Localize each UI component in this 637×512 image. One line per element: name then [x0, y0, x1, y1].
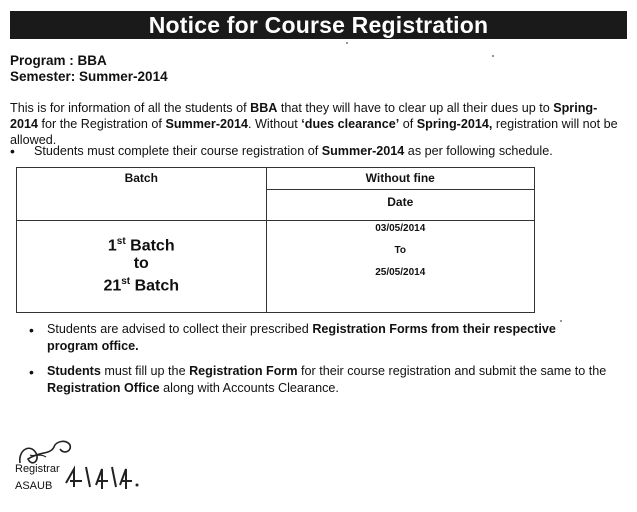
intro-text: that they will have to clear up all their dues up to [277, 101, 554, 115]
date-cell [266, 221, 534, 313]
intro-text: of [399, 117, 417, 131]
schedule-table [16, 167, 535, 313]
bullet-text: for their course registration and submit the same to the [297, 364, 607, 378]
bullet-term: Registration Forms from their respective program office. [47, 322, 556, 353]
scan-speck [346, 42, 348, 44]
fine-header-cell [266, 168, 534, 221]
bullet-dot: • [29, 322, 34, 338]
batch-range [17, 233, 266, 296]
without-fine-header: Without fine [267, 168, 534, 190]
date-header: Date [387, 195, 414, 209]
semester-label: Semester: Summer-2014 [10, 69, 168, 84]
scan-speck [492, 55, 494, 57]
batch-from-num: 1 [107, 237, 117, 255]
scan-speck [560, 320, 562, 322]
intro-paragraph [10, 100, 625, 148]
intro-dues: ‘dues clearance’ [301, 117, 400, 131]
intro-term: Spring-2014 [10, 101, 598, 131]
batch-end [17, 273, 266, 295]
bullet-term: Registration Office [47, 381, 160, 395]
bullet-text: must fill up the [100, 364, 190, 378]
batch-end-num: 21 [103, 277, 122, 295]
bullet-text: as per following schedule. [404, 144, 553, 158]
registrar-org: ASAUB [15, 480, 53, 492]
intro-term: Summer-2014 [165, 117, 249, 131]
batch-end-sup: st [121, 276, 131, 288]
bullet-submit [47, 363, 607, 397]
bullet-dot: • [29, 364, 34, 380]
batch-from-word: Batch [125, 237, 175, 255]
batch-cell [17, 221, 267, 313]
bullet-dot: • [10, 143, 15, 159]
bullet-text: along with Accounts Clearance. [159, 381, 339, 395]
date-end: 25/05/2014 [375, 267, 426, 278]
bullet-term: Students [47, 364, 101, 378]
bullet-term: Registration Form [189, 364, 298, 378]
date-start: 03/05/2014 [375, 223, 426, 234]
batch-from-sup: st [116, 236, 126, 247]
bullet-schedule [34, 143, 624, 160]
bullet-text: Students must complete their course registration of [34, 144, 322, 158]
batch-end-word: Batch [130, 277, 180, 295]
batch-header: Batch [17, 168, 267, 221]
intro-text: . Without [248, 117, 302, 131]
bullet-forms [47, 321, 607, 355]
date-to: To [394, 245, 406, 256]
batch-to: to [133, 255, 149, 273]
batch-from [17, 233, 266, 255]
registrar-label: Registrar [15, 463, 60, 475]
intro-program: BBA [250, 101, 278, 115]
intro-text: for the Registration of [38, 117, 166, 131]
bullet-text: Students are advised to collect their prescribed [47, 322, 313, 336]
intro-text: This is for information of all the students of [10, 101, 251, 115]
notice-title-bar [10, 11, 627, 39]
bullet-term: Summer-2014 [321, 144, 405, 158]
notice-title: Notice for Course Registration [148, 11, 489, 38]
program-label: Program : BBA [10, 53, 107, 68]
intro-text: registration will not be allowed. [10, 117, 618, 147]
intro-term: Spring-2014, [416, 117, 493, 131]
